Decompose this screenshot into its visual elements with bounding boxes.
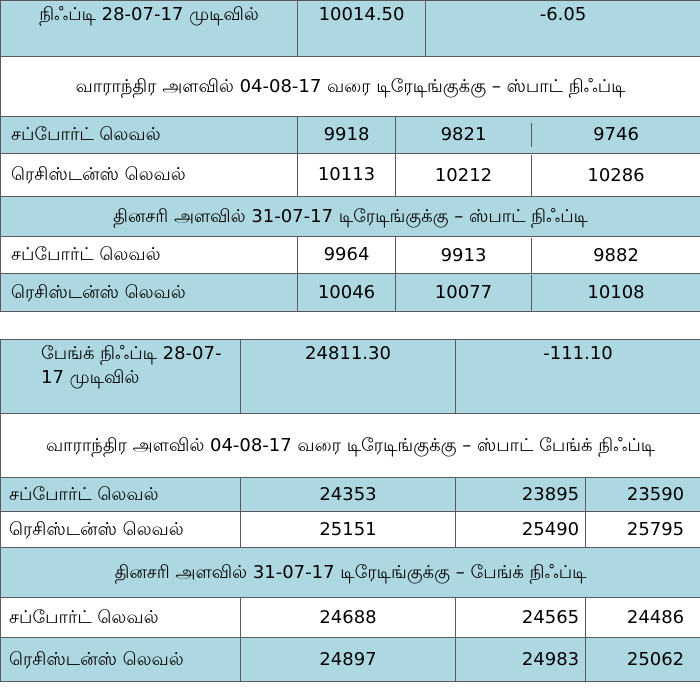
resistance-label: ரெசிஸ்டன்ஸ் லெவல் xyxy=(1,512,241,548)
table-row xyxy=(1,598,700,638)
support-value-3: 9746 xyxy=(593,124,639,145)
support-label: சப்போர்ட் லெவல் xyxy=(1,478,241,512)
banknifty-daily-title-row xyxy=(1,548,700,598)
nifty-daily-title-row xyxy=(1,197,700,237)
support-label: சப்போர்ட் லெவல் xyxy=(1,598,241,638)
nifty-table xyxy=(0,0,700,312)
banknifty-weekly-title-row xyxy=(1,414,700,478)
support-value-3: 24486 xyxy=(586,598,700,638)
resistance-value-1: 10046 xyxy=(298,274,396,312)
support-value-3: 23590 xyxy=(586,478,700,512)
support-value-1: 9918 xyxy=(298,117,396,154)
nifty-daily-title: தினசரி அளவில் 31-07-17 டிரேடிங்குக்கு – ஸ்பாட் நிஃப்டி xyxy=(1,197,700,237)
nifty-header-row xyxy=(1,1,700,57)
nifty-close-value: 10014.50 xyxy=(298,1,426,57)
support-value-23 xyxy=(396,117,700,154)
nifty-header-label: நிஃப்டி 28-07-17 முடிவில் xyxy=(1,1,298,57)
support-label: சப்போர்ட் லெவல் xyxy=(1,237,298,274)
banknifty-table xyxy=(0,339,700,682)
table-row xyxy=(1,237,700,274)
support-value-2: 24565 xyxy=(456,598,586,638)
resistance-value-3: 25062 xyxy=(586,638,700,682)
banknifty-change-value: -111.10 xyxy=(456,340,700,414)
support-value-2: 23895 xyxy=(456,478,586,512)
support-value-3: 9882 xyxy=(593,244,639,266)
support-value-2: 9913 xyxy=(396,238,532,273)
resistance-value-23 xyxy=(396,154,700,197)
banknifty-header-label: பேங்க் நிஃப்டி 28-07-17 முடிவில் xyxy=(1,340,241,414)
resistance-value-1: 24897 xyxy=(241,638,456,682)
nifty-weekly-title-row xyxy=(1,57,700,117)
banknifty-header-row xyxy=(1,340,700,414)
banknifty-daily-title: தினசரி அளவில் 31-07-17 டிரேடிங்குக்கு – பேங்க் நிஃப்டி xyxy=(1,548,700,598)
banknifty-weekly-title: வாராந்திர அளவில் 04-08-17 வரை டிரேடிங்குக்கு – ஸ்பாட் பேங்க் நிஃப்டி xyxy=(1,414,700,478)
resistance-label: ரெசிஸ்டன்ஸ் லெவல் xyxy=(1,154,298,197)
table-row xyxy=(1,638,700,682)
nifty-change-value: -6.05 xyxy=(426,1,700,57)
table-row xyxy=(1,512,700,548)
support-value-23 xyxy=(396,237,700,274)
resistance-value-3: 10286 xyxy=(587,164,645,186)
table-row xyxy=(1,154,700,197)
resistance-value-2: 10212 xyxy=(396,155,532,196)
support-value-1: 24688 xyxy=(241,598,456,638)
resistance-label: ரெசிஸ்டன்ஸ் லெவல் xyxy=(1,638,241,682)
table-row xyxy=(1,274,700,312)
resistance-value-1: 10113 xyxy=(298,154,396,197)
resistance-value-2: 24983 xyxy=(456,638,586,682)
resistance-value-1: 25151 xyxy=(241,512,456,548)
support-value-1: 24353 xyxy=(241,478,456,512)
resistance-label: ரெசிஸ்டன்ஸ் லெவல் xyxy=(1,274,298,312)
support-value-2: 9821 xyxy=(396,123,532,147)
resistance-value-2: 25490 xyxy=(456,512,586,548)
support-label: சப்போர்ட் லெவல் xyxy=(1,117,298,154)
resistance-value-2: 10077 xyxy=(396,275,532,311)
banknifty-close-value: 24811.30 xyxy=(241,340,456,414)
support-value-1: 9964 xyxy=(298,237,396,274)
table-row xyxy=(1,117,700,154)
table-row xyxy=(1,478,700,512)
nifty-weekly-title: வாராந்திர அளவில் 04-08-17 வரை டிரேடிங்குக்கு – ஸ்பாட் நிஃப்டி xyxy=(1,57,700,117)
resistance-value-3: 25795 xyxy=(586,512,700,548)
resistance-value-23 xyxy=(396,274,700,312)
resistance-value-3: 10108 xyxy=(587,281,645,303)
